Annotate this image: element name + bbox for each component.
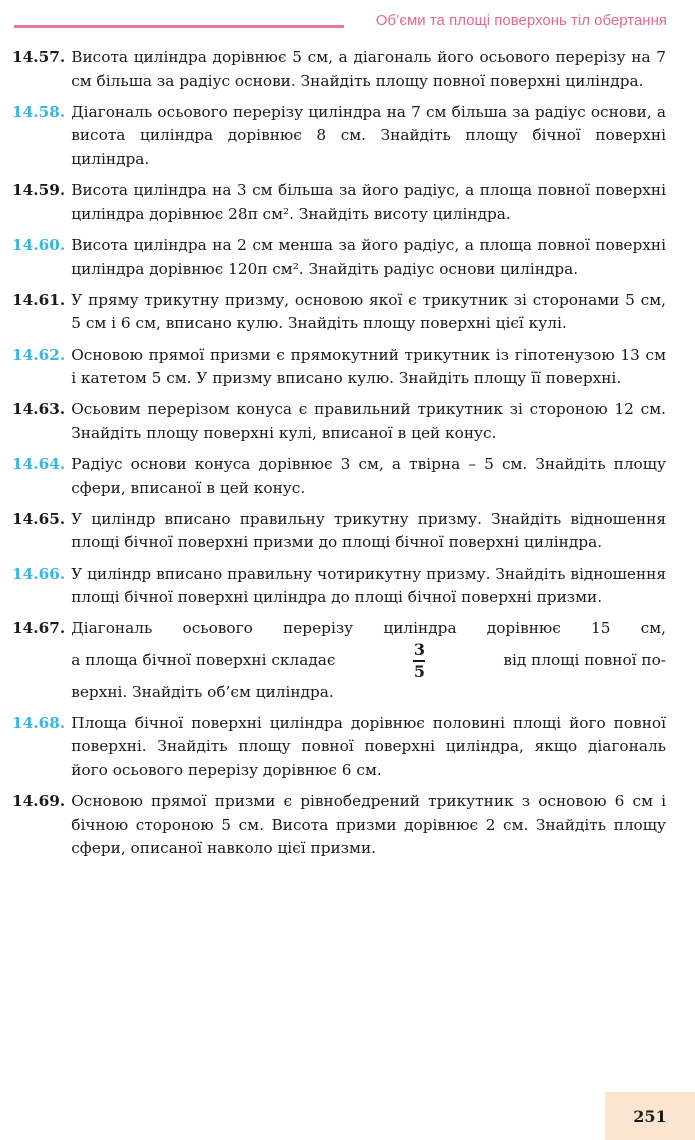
page-number: 251: [633, 1106, 667, 1126]
problem-text-line: верхні. Знайдіть об’єм циліндра.: [71, 682, 334, 701]
problem-14-67: [12, 617, 666, 704]
problem-text-line: Діагональ осьового перерізу циліндра дорівнює 15 см,: [71, 619, 666, 638]
problem-14-58: [12, 101, 666, 172]
problem-text: У пряму трикутну призму, основою якої є трикутник зі сторонами 5 см, 5 см і 6 см, вписано кулю. Знайдіть площу поверхні цієї кулі.: [71, 290, 666, 333]
problem-14-60: [12, 234, 666, 281]
problem-text-fragment: від площі повної по-: [503, 651, 666, 669]
problem-text: Висота циліндра на 2 см менша за його радіус, а площа повної поверхні циліндра дорівнює 120π см². Знайдіть радіус основи циліндра.: [71, 235, 666, 278]
problem-text-fragment: а площа бічної поверхні складає: [71, 651, 336, 669]
fraction: [413, 641, 425, 681]
page-number-box: [605, 1092, 695, 1140]
problem-text: Основою прямої призми є прямокутний трикутник із гіпотенузою 13 см і катетом 5 см. У призму вписано кулю. Знайдіть площу її поверхні.: [71, 345, 666, 388]
fraction-line: [71, 641, 666, 681]
problem-text: У циліндр вписано правильну трикутну призму. Знайдіть відношення площі бічної поверхні призми до площі бічної поверхні циліндра.: [71, 509, 666, 552]
problem-number: 14.57.: [12, 48, 66, 66]
problem-text: [65, 617, 666, 704]
problem-number: 14.69.: [12, 792, 66, 811]
problem-14-61: [12, 289, 666, 336]
problem-text: Висота циліндра дорівнює 5 см, а діагональ його осьового перерізу на 7 см більша за радіус основи. Знайдіть площу повної поверхні циліндра.: [71, 48, 666, 90]
problem-14-69: [12, 790, 666, 861]
problem-text: Площа бічної поверхні циліндра дорівнює половині площі його повної поверхні. Знайдіть площу повної поверхні циліндра, якщо діагональ його осьового перерізу дорівнює 6 см.: [71, 713, 666, 779]
problem-14-66: [12, 563, 666, 610]
problem-number: 14.67.: [12, 619, 66, 638]
problem-text: Осьовим перерізом конуса є правильний трикутник зі стороною 12 см. Знайдіть площу поверхні кулі, вписаної в цей конус.: [71, 400, 666, 442]
problem-number: 14.63.: [12, 400, 66, 419]
problem-number: 14.66.: [12, 564, 66, 583]
problem-14-64: [12, 453, 666, 500]
problem-14-59: [12, 179, 666, 226]
problem-text: Діагональ осьового перерізу циліндра на 7 см більша за радіус основи, а висота циліндра дорівнює 8 см. Знайдіть площу бічної поверхні циліндра.: [71, 102, 666, 168]
problem-number: 14.68.: [12, 713, 66, 732]
problem-14-68: [12, 712, 666, 783]
header-rule: [14, 25, 344, 28]
problem-text: Радіус основи конуса дорівнює 3 см, а твірна – 5 см. Знайдіть площу сфери, вписаної в цей конус.: [71, 455, 666, 497]
problem-number: 14.64.: [12, 455, 66, 474]
problem-number: 14.60.: [12, 235, 66, 254]
problem-14-65: [12, 508, 666, 555]
problem-text: Основою прямої призми є рівнобедрений трикутник з основою 6 см і бічною стороною 5 см. Висота призми дорівнює 2 см. Знайдіть площу сфери, описаної навколо цієї призми.: [71, 792, 666, 858]
problem-list: [12, 46, 666, 869]
problem-14-62: [12, 344, 666, 391]
problem-number: 14.65.: [12, 509, 66, 528]
problem-number: 14.62.: [12, 345, 66, 364]
fraction-denominator: 5: [413, 661, 425, 681]
problem-number: 14.61.: [12, 290, 66, 309]
problem-14-57: [12, 46, 666, 93]
problem-number: 14.59.: [12, 181, 66, 200]
running-header-title: Об’єми та площі поверхонь тіл обертання: [375, 12, 667, 29]
problem-text: У циліндр вписано правильну чотирикутну призму. Знайдіть відношення площі бічної поверхні циліндра до площі бічної поверхні призми.: [71, 564, 666, 607]
fraction-numerator: 3: [413, 640, 425, 659]
problem-number: 14.58.: [12, 102, 66, 121]
problem-14-63: [12, 398, 666, 445]
problem-text: Висота циліндра на 3 см більша за його радіус, а площа повної поверхні циліндра дорівнює 28π см². Знайдіть висоту циліндра.: [71, 181, 666, 223]
